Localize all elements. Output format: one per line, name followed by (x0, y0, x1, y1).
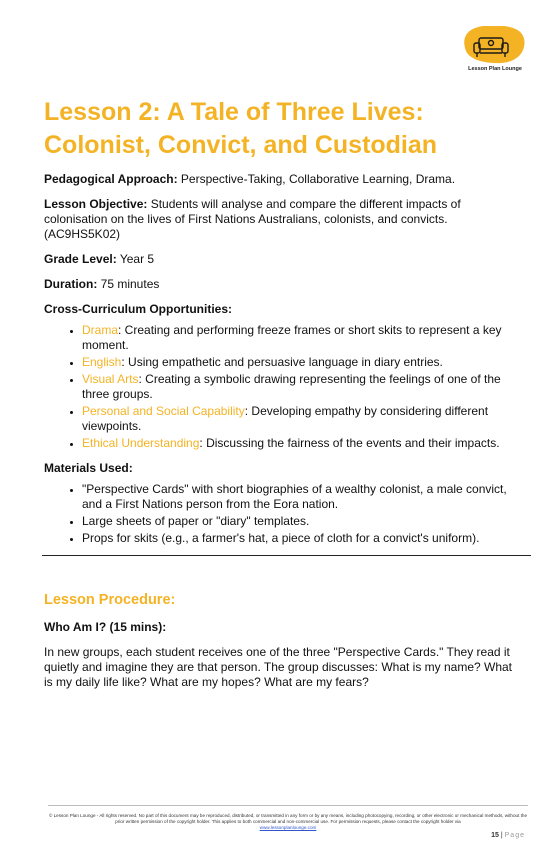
list-item (82, 404, 524, 434)
subject-text: : Developing empathy by considering different viewpoints. (82, 404, 489, 433)
list-item (82, 323, 524, 353)
objective-line (44, 197, 524, 242)
objective-value: Students will analyse and compare the different impacts of colonisation on the lives of First Nations Australians, colonists, and convicts. (AC9HS5K02) (44, 197, 461, 241)
list-item: • "Perspective Cards" with short biographies of a wealthy colonist, a male convict, and a First Nations person from the Eora nation. (82, 482, 524, 512)
subject-text: : Using empathetic and persuasive language in diary entries. (121, 355, 443, 369)
section-divider (42, 555, 531, 556)
page-label: Page (504, 832, 525, 839)
logo-text: Lesson Plan Lounge (468, 66, 522, 72)
subject-label: English (82, 355, 122, 369)
duration-value: 75 minutes (97, 277, 160, 291)
list-item (82, 436, 524, 451)
procedure-title: Lesson Procedure: (44, 592, 176, 608)
website-link[interactable]: www.lessonplanlounge.com (259, 825, 317, 830)
duration-label: Duration: (44, 277, 98, 291)
list-item: • Large sheets of paper or "diary" templates. (82, 514, 524, 529)
page-number: 15 | Page (491, 832, 525, 839)
sofa-icon (463, 26, 527, 66)
subject-text: : Creating and performing freeze frames or short skits to represent a key moment. (82, 323, 502, 352)
footer-divider (48, 805, 528, 806)
list-item (82, 355, 524, 370)
procedure-content (44, 620, 524, 700)
pedagogy-label: Pedagogical Approach: (44, 172, 178, 186)
grade-line (44, 252, 524, 267)
step-title-text: Who Am I? (15 mins): (44, 620, 167, 634)
duration-line (44, 277, 524, 292)
subject-label: Personal and Social Capability (82, 404, 245, 418)
materials-heading (44, 461, 524, 476)
list-item (82, 372, 524, 402)
materials-heading-text: Materials Used: (44, 461, 133, 475)
grade-label: Grade Level: (44, 252, 117, 266)
page-title: Lesson 2: A Tale of Three Lives: Colonist, Convict, and Custodian (44, 98, 438, 159)
page-number-value: 15 (491, 832, 499, 839)
copyright-footer (48, 813, 528, 831)
copyright-text: © Lesson Plan Lounge - All rights reserved. No part of this document may be reproduced, distributed, or transmitted in any form or by any means, including photocopying, recording, or other electronic or mechanical methods, without the prior written permission of the copyright holder. This applies to both commercial and non-commercial use. For permission requests, please contact the copyright holder via (48, 813, 528, 824)
subject-label: Drama (82, 323, 119, 337)
cross-curriculum-heading-text: Cross-Curriculum Opportunities: (44, 302, 233, 316)
list-item: • Props for skits (e.g., a farmer's hat, a piece of cloth for a convict's uniform). (82, 531, 524, 546)
subject-text: : Discussing the fairness of the events and their impacts. (199, 436, 500, 450)
logo (463, 26, 527, 78)
pedagogy-line (44, 172, 524, 187)
materials-list (44, 482, 524, 546)
subject-label: Visual Arts (82, 372, 139, 386)
pedagogy-value: Perspective-Taking, Collaborative Learning, Drama. (177, 172, 456, 186)
cross-curriculum-heading (44, 302, 524, 317)
subject-label: Ethical Understanding (82, 436, 200, 450)
objective-label: Lesson Objective: (44, 197, 148, 211)
cross-curriculum-list (44, 323, 524, 451)
grade-value: Year 5 (116, 252, 155, 266)
step-text: In new groups, each student receives one of the three "Perspective Cards." They read it quietly and imagine they are that person. The group discusses: What is my name? What is my daily life like? What are my hopes? What are my fears? (44, 645, 513, 689)
subject-text: : Creating a symbolic drawing representing the feelings of one of the three groups. (82, 372, 501, 401)
lesson-details (44, 172, 524, 556)
step-title (44, 620, 524, 635)
